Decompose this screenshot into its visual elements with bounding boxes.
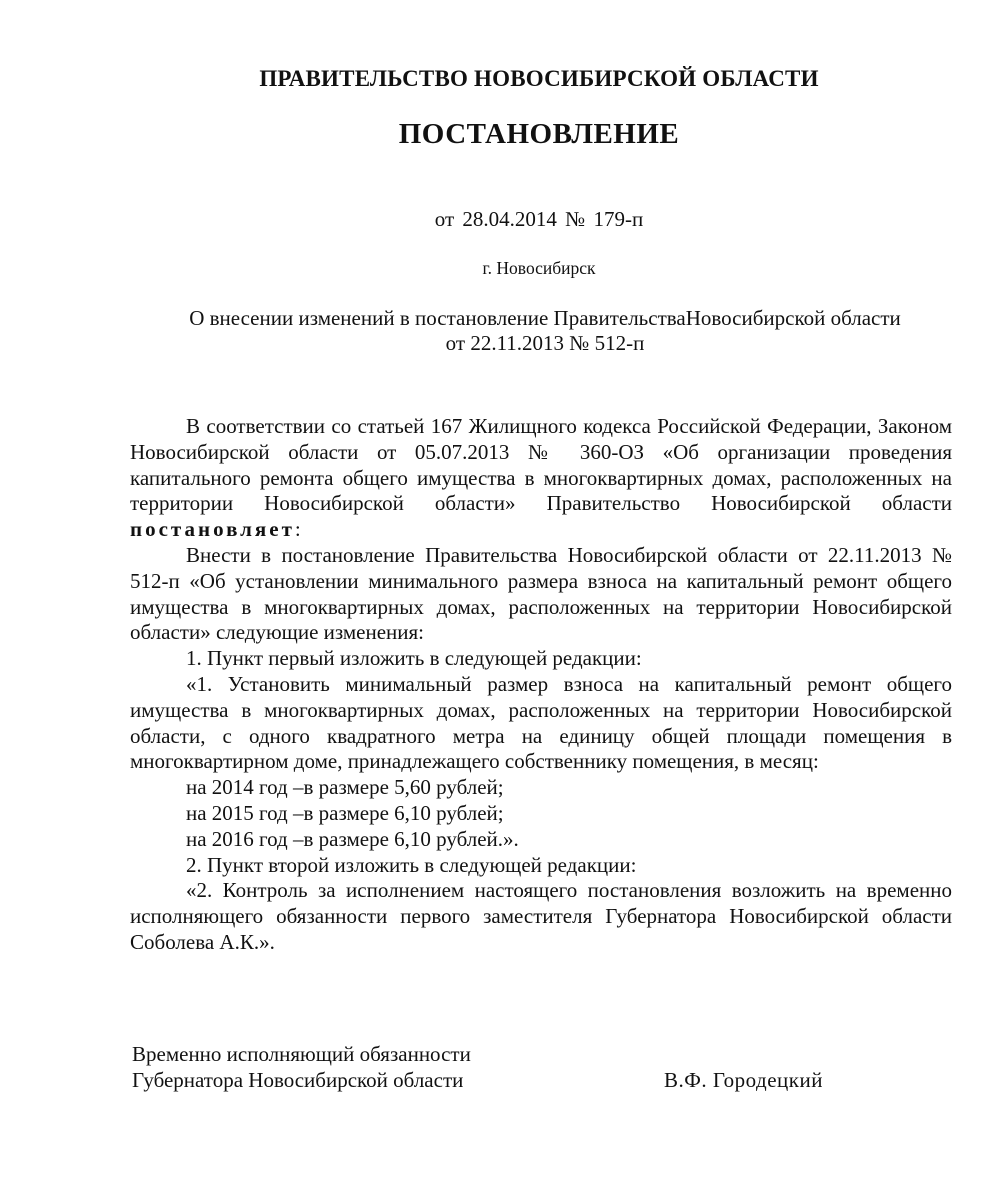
preamble-colon: : xyxy=(294,517,301,542)
item-1-intro: 1. Пункт первый изложить в следующей редакции: xyxy=(186,646,642,671)
resolution-verb: постановляет xyxy=(130,517,295,542)
rate-2015: на 2015 год –в размере 6,10 рублей; xyxy=(186,800,504,825)
document-date-number: от 28.04.2014 № 179-п xyxy=(434,207,644,231)
signature-block xyxy=(132,1042,852,1094)
item-2-intro: 2. Пункт второй изложить в следующей редакции: xyxy=(186,852,637,877)
signatory-title-line-1: Временно исполняющий обязанности xyxy=(132,1042,471,1066)
amendment-paragraph: Внести в постановление Правительства Новосибирской области от 22.11.2013 № 512-п «Об установлении минимального размера взноса на капитальный ремонт общего имущества в многоквартирных домах, расположенных на территории Новосибирской области» следующие изменения: xyxy=(130,542,952,645)
document-body xyxy=(130,414,952,956)
item-1-text: «1. Установить минимальный размер взноса на капитальный ремонт общего имущества в многоквартирных домах, расположенных на территории Новосибирской области, с одного квадратного метра на единицу общей площади помещения в многоквартирном доме, принадлежащего собственнику помещения, в месяц: xyxy=(130,671,952,774)
preamble-text: В соответствии со статьей 167 Жилищного кодекса Российской Федерации, Законом Новосибирской области от 05.07.2013 № 360-ОЗ «Об организации проведения капитального ремонта общего имущества в многоквартирных домах, расположенных на территории Новосибирской области» Правительство Новосибирской области xyxy=(130,414,952,516)
subject-line-1: О внесении изменений в постановление ПравительстваНовосибирской области xyxy=(189,306,901,330)
rate-2016: на 2016 год –в размере 6,10 рублей.». xyxy=(186,826,519,851)
signatory-name: В.Ф. Городецкий xyxy=(664,1068,823,1092)
subject-line-2: от 22.11.2013 № 512-п xyxy=(445,331,645,355)
rate-2014: на 2014 год –в размере 5,60 рублей; xyxy=(186,775,504,800)
signatory-title-line-2: Губернатора Новосибирской области xyxy=(132,1067,464,1092)
preamble-paragraph xyxy=(130,414,952,543)
document-type-title: ПОСТАНОВЛЕНИЕ xyxy=(398,118,680,150)
document-city: г. Новосибирск xyxy=(482,258,596,278)
item-2-text: «2. Контроль за исполнением настоящего постановления возложить на временно исполняющего обязанности первого заместителя Губернатора Новосибирской области Соболева А.К.». xyxy=(130,878,952,954)
document-subject xyxy=(130,306,960,356)
organization-heading: ПРАВИТЕЛЬСТВО НОВОСИБИРСКОЙ ОБЛАСТИ xyxy=(259,66,819,91)
